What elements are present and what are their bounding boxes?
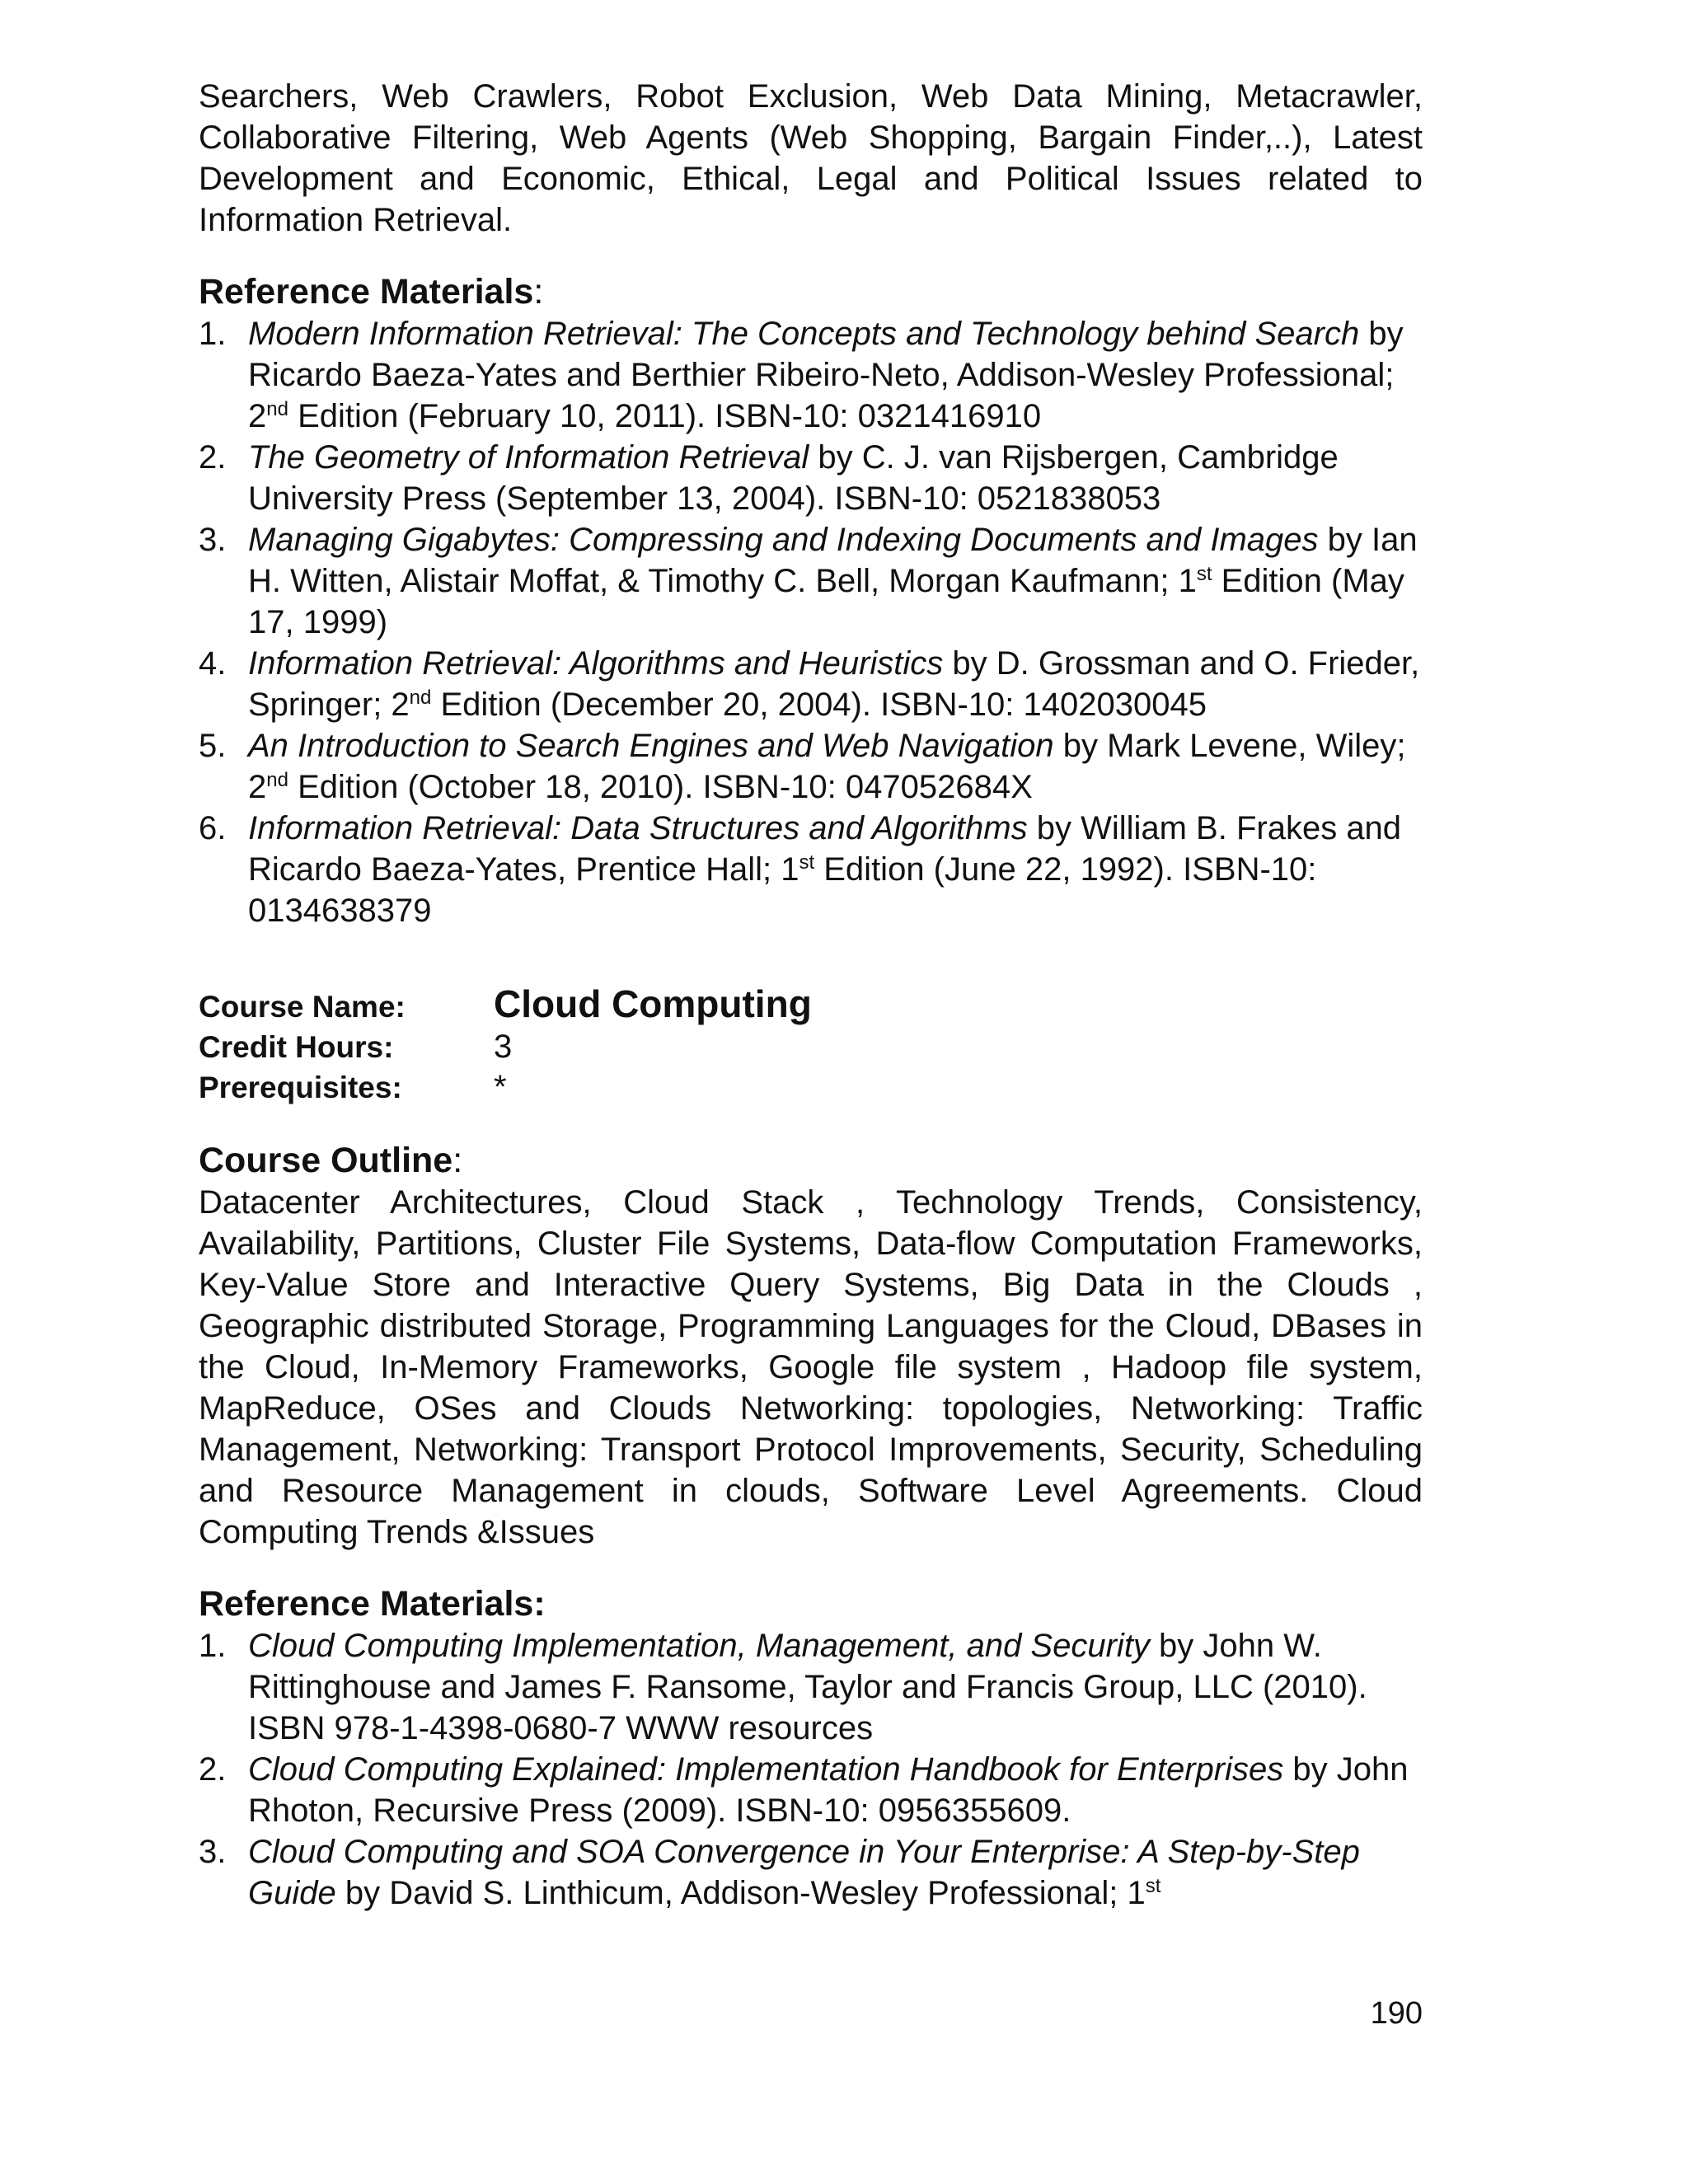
reference-title: Information Retrieval: Data Structures and Algorithms [248, 810, 1028, 846]
ordinal-suffix: st [1145, 1875, 1161, 1897]
reference-materials-heading-2: Reference Materials: [199, 1584, 546, 1624]
heading-colon: : [452, 1141, 463, 1180]
reference-details: by David S. Linthicum, Addison-Wesley Professional; 1 [335, 1875, 1146, 1911]
reference-item [199, 519, 1423, 643]
reference-item [199, 725, 1423, 808]
course-name-value: Cloud Computing [494, 982, 812, 1025]
reference-number: 5. [199, 728, 227, 764]
credit-hours-value: 3 [494, 1029, 513, 1065]
credit-hours-label: Credit Hours: [199, 1030, 394, 1064]
reference-item [199, 313, 1423, 437]
reference-number: 3. [199, 522, 227, 558]
prerequisites-row [199, 1067, 1423, 1108]
reference-details: by Ricardo Baeza-Yates and Berthier Ribeiro-Neto, Addison-Wesley Professional; 2 [248, 316, 1404, 434]
reference-title: Information Retrieval: Algorithms and Heuristics [248, 645, 944, 682]
reference-number: 2. [199, 439, 227, 476]
ordinal-suffix: nd [409, 687, 432, 709]
course-outline-text: Datacenter Architectures, Cloud Stack , Technology Trends, Consistency, Availability, Partitions, Cluster File Systems, Data-flow Computation Frameworks, Key-Value Store and Interactive Query Systems, Big Data in the Clouds , Geographic distributed Storage, Programming Languages for the Cloud, DBases in the Cloud, In-Memory Frameworks, Google file system , Hadoop file system, MapReduce, OSes and Clouds Networking: topologies, Networking: Traffic Management, Networking: Transport Protocol Improvements, Security, Scheduling and Resource Management in clouds, Software Level Agreements. Cloud Computing Trends &Issues [199, 1184, 1423, 1550]
reference-details-end: Edition (February 10, 2011). ISBN-10: 0321416910 [288, 398, 1042, 434]
reference-details: by John Rhoton, Recursive Press (2009). ISBN-10: 0956355609. [248, 1751, 1409, 1829]
reference-item [199, 1749, 1423, 1831]
reference-title: An Introduction to Search Engines and Web Navigation [248, 728, 1054, 764]
heading-colon: : [533, 272, 544, 312]
reference-number: 3. [199, 1834, 227, 1870]
reference-item [199, 437, 1423, 519]
reference-details-end: Edition (May 17, 1999) [248, 563, 1404, 640]
credit-hours-row [199, 1027, 1423, 1067]
reference-details: by Mark Levene, Wiley; 2 [248, 728, 1406, 805]
document-page [199, 76, 1423, 1914]
reference-item [199, 1831, 1423, 1914]
reference-item [199, 808, 1423, 931]
reference-number: 1. [199, 316, 227, 352]
reference-materials-heading-text: Reference Materials [199, 272, 534, 312]
reference-title: Modern Information Retrieval: The Concepts and Technology behind Search [248, 316, 1360, 352]
reference-materials-heading [199, 270, 1423, 313]
reference-title: Cloud Computing Implementation, Management, and Security [248, 1628, 1150, 1664]
reference-details-end: Edition (December 20, 2004). ISBN-10: 1402030045 [431, 687, 1207, 723]
reference-title: Managing Gigabytes: Compressing and Indexing Documents and Images [248, 522, 1319, 558]
course-name-label: Course Name: [199, 990, 406, 1024]
course-info [199, 984, 1423, 1108]
reference-item [199, 1625, 1423, 1749]
reference-details: by C. J. van Rijsbergen, Cambridge University Press (September 13, 2004). ISBN-10: 0521838053 [248, 439, 1339, 517]
course-name-row [199, 984, 1423, 1027]
reference-details-end: Edition (October 18, 2010). ISBN-10: 047052684X [288, 769, 1033, 805]
reference-details: by D. Grossman and O. Frieder, Springer; 2 [248, 645, 1420, 723]
ordinal-suffix: st [799, 851, 815, 874]
ordinal-suffix: nd [266, 769, 288, 791]
reference-number: 4. [199, 645, 227, 682]
reference-number: 1. [199, 1628, 227, 1664]
page-number: 190 [1370, 1996, 1423, 2031]
reference-number: 6. [199, 810, 227, 846]
ordinal-suffix: nd [266, 398, 288, 420]
reference-details: by Ian H. Witten, Alistair Moffat, & Timothy C. Bell, Morgan Kaufmann; 1 [248, 522, 1418, 599]
reference-title: Cloud Computing Explained: Implementation Handbook for Enterprises [248, 1751, 1284, 1788]
reference-details: by John W. Rittinghouse and James F. Ransome, Taylor and Francis Group, LLC (2010). ISBN 978-1-4398-0680-7 WWW resources [248, 1628, 1367, 1746]
course-outline-heading-text: Course Outline [199, 1141, 453, 1180]
reference-item [199, 643, 1423, 725]
prerequisites-value: * [494, 1069, 507, 1105]
reference-details: by William B. Frakes and Ricardo Baeza-Yates, Prentice Hall; 1 [248, 810, 1402, 888]
reference-title: Cloud Computing and SOA Convergence in Your Enterprise: A Step-by-Step Guide [248, 1834, 1360, 1911]
reference-list [199, 313, 1423, 931]
reference-title: The Geometry of Information Retrieval [248, 439, 809, 476]
reference-number: 2. [199, 1751, 227, 1788]
prerequisites-label: Prerequisites: [199, 1071, 402, 1104]
course-outline-heading [199, 1139, 1423, 1182]
reference-details-end: Edition (June 22, 1992). ISBN-10: 0134638379 [248, 851, 1317, 929]
intro-paragraph: Searchers, Web Crawlers, Robot Exclusion, Web Data Mining, Metacrawler, Collaborative Filtering, Web Agents (Web Shopping, Bargain Finder,..), Latest Development and Economic, Ethical, Legal and Political Issues related to Information Retrieval. [199, 78, 1423, 238]
reference-list-2 [199, 1625, 1423, 1914]
ordinal-suffix: st [1196, 563, 1212, 585]
